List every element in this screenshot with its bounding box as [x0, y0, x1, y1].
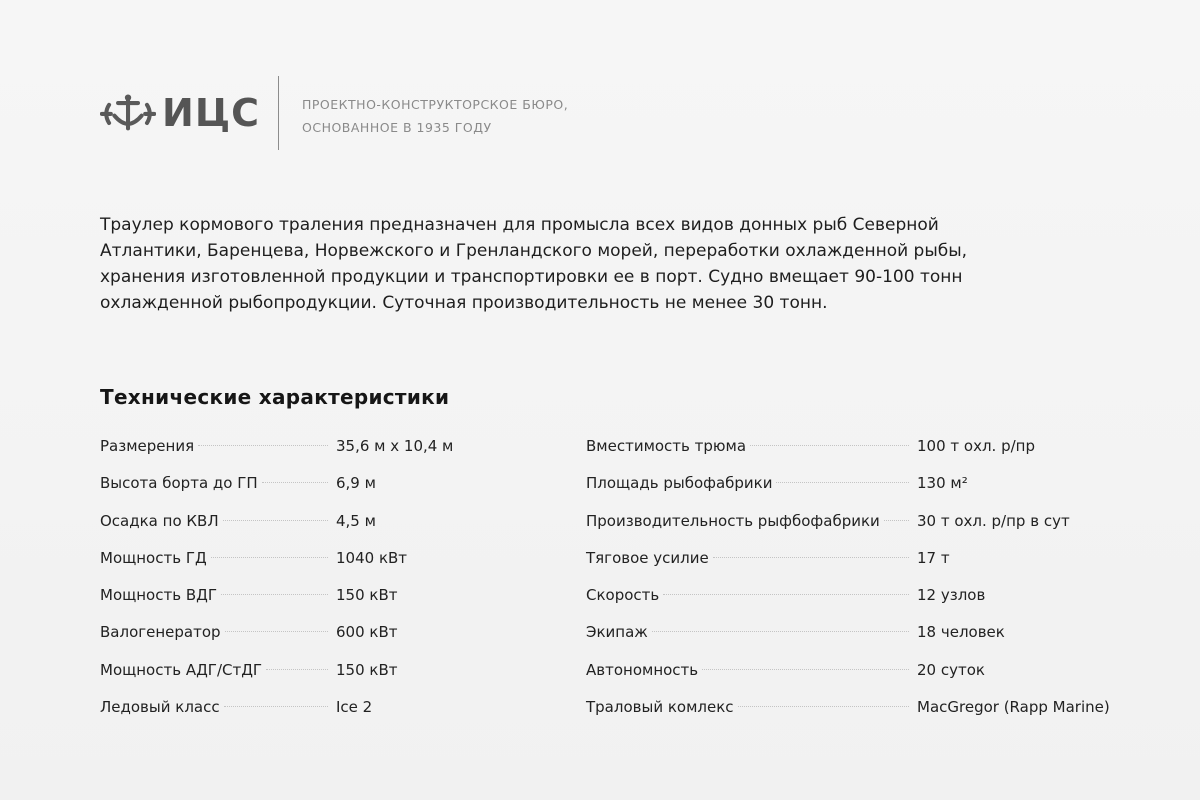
dotted-leader [262, 482, 328, 483]
spec-label-wrap [100, 657, 336, 683]
spec-label-wrap [100, 694, 336, 720]
vessel-description: Траулер кормового траления предназначен для промысла всех видов донных рыб Северной Атлантики, Баренцева, Норвежского и Гренландского морей, переработки охлажденной рыбы, хранения изготовленной продукции и транспортировки ее в порт. Судно вмещает 90-100 тонн охлажденной рыбопродукции. Суточная производительность не менее 30 тонн. [100, 215, 968, 313]
spec-label-wrap [100, 582, 336, 608]
spec-value: 130 м² [917, 474, 968, 493]
spec-label: Скорость [586, 586, 660, 605]
spec-label: Ледовый класс [100, 698, 220, 717]
spec-label: Производительность рыфбофабрики [586, 511, 880, 530]
spec-label-wrap [100, 545, 336, 571]
tagline-line-1: ПРОЕКТНО-КОНСТРУКТОРСКОЕ БЮРО, [302, 97, 569, 112]
spec-label: Вместимость трюма [586, 437, 747, 455]
spec-value: 150 кВт [336, 660, 398, 679]
dotted-leader [221, 594, 328, 595]
spec-value: 20 суток [917, 660, 985, 679]
spec-label-wrap [586, 582, 917, 608]
header [100, 76, 569, 150]
spec-row [586, 619, 1110, 656]
spec-row [586, 433, 1110, 470]
dotted-leader [266, 669, 328, 670]
spec-row [586, 694, 1110, 731]
spec-row [586, 545, 1110, 582]
spec-label: Мощность АДГ/СтДГ [100, 660, 263, 679]
spec-value: Ice 2 [336, 698, 373, 717]
spec-value: 6,9 м [336, 474, 376, 493]
spec-value: MacGregor (Rapp Marine) [917, 698, 1110, 717]
header-divider [278, 76, 279, 150]
spec-label-wrap [586, 657, 917, 683]
spec-label: Экипаж [586, 623, 648, 642]
spec-value: 30 т охл. р/пр в сут [917, 511, 1070, 530]
tagline-line-2: ОСНОВАННОЕ В 1935 ГОДУ [302, 120, 492, 135]
spec-label: Траловый комлекс [586, 698, 734, 717]
spec-row [100, 619, 453, 656]
spec-label: Высота борта до ГП [100, 474, 258, 493]
spec-label-wrap [586, 470, 917, 496]
spec-row [100, 694, 453, 731]
spec-label-wrap [100, 619, 336, 645]
anchor-emblem-icon [100, 90, 156, 136]
company-logo[interactable] [100, 76, 260, 150]
spec-label-wrap [586, 619, 917, 645]
company-tagline [302, 93, 632, 139]
spec-label: Тяговое усилие [586, 548, 709, 567]
spec-row [100, 470, 453, 507]
spec-label: Мощность ВДГ [100, 586, 217, 605]
dotted-leader [750, 445, 909, 446]
dotted-leader [663, 594, 909, 595]
spec-label-wrap [100, 433, 336, 459]
spec-value: 100 т охл. р/пр [917, 437, 1035, 455]
logo-text: ИЦС [162, 91, 260, 135]
spec-value: 4,5 м [336, 511, 376, 530]
spec-row [586, 508, 1110, 545]
spec-value: 35,6 м х 10,4 м [336, 437, 454, 455]
dotted-leader [884, 520, 909, 521]
spec-value: 600 кВт [336, 623, 398, 642]
dotted-leader [211, 557, 328, 558]
spec-value: 17 т [917, 548, 950, 567]
spec-label: Размерения [100, 437, 195, 455]
spec-label: Автономность [586, 660, 699, 679]
spec-value: 150 кВт [336, 586, 398, 605]
spec-row [100, 508, 453, 545]
spec-label: Осадка по КВЛ [100, 511, 219, 530]
spec-row [100, 657, 453, 694]
spec-label-wrap [586, 694, 917, 720]
spec-row [100, 582, 453, 619]
spec-value: 12 узлов [917, 586, 986, 605]
spec-label: Валогенератор [100, 623, 221, 642]
dotted-leader [198, 445, 328, 446]
dotted-leader [702, 669, 909, 670]
dotted-leader [225, 631, 328, 632]
dotted-leader [223, 520, 328, 521]
dotted-leader [224, 706, 328, 707]
spec-value: 18 человек [917, 623, 1005, 642]
spec-row [586, 657, 1110, 694]
spec-label-wrap [100, 508, 336, 534]
spec-label-wrap [586, 433, 917, 459]
spec-row [586, 470, 1110, 507]
spec-label-wrap [586, 508, 917, 534]
specs-title: Технические характеристики [100, 385, 450, 409]
spec-label: Мощность ГД [100, 548, 207, 567]
dotted-leader [738, 706, 909, 707]
specs-list-right [586, 433, 1110, 731]
dotted-leader [652, 631, 909, 632]
dotted-leader [713, 557, 909, 558]
spec-row [100, 545, 453, 582]
dotted-leader [776, 482, 909, 483]
specs-list-left [100, 433, 453, 731]
spec-row [586, 582, 1110, 619]
spec-value: 1040 кВт [336, 548, 408, 567]
spec-label-wrap [100, 470, 336, 496]
spec-row [100, 433, 453, 470]
spec-label-wrap [586, 545, 917, 571]
spec-label: Площадь рыбофабрики [586, 474, 773, 493]
